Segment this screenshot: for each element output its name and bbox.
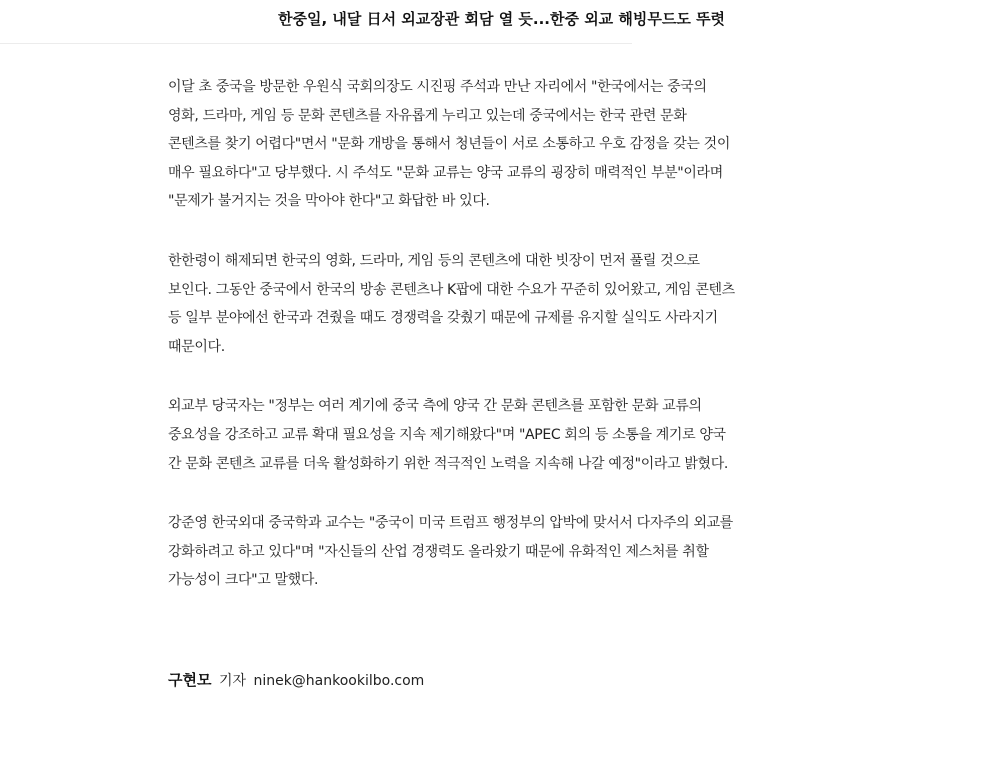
article-body (168, 73, 740, 626)
reporter-role: 기자 (218, 673, 246, 689)
byline (168, 670, 424, 691)
article-title: 한중일, 내달 日서 외교장관 회담 열 듯...한중 외교 해빙무드도 뚜렷 (278, 10, 726, 28)
reporter-name: 구현모 (168, 671, 212, 689)
article-paragraph: 강준영 한국외대 중국학과 교수는 "중국이 미국 트럼프 행정부의 압박에 맞서서 다자주의 외교를 강화하려고 하고 있다"며 "자신들의 산업 경쟁력도 올라왔기 때문에 유화적인 제스처를 취할 가능성이 크다"고 말했다. (168, 515, 733, 589)
article-paragraph: 외교부 당국자는 "정부는 여러 계기에 중국 측에 양국 간 문화 콘텐츠를 포함한 문화 교류의 중요성을 강조하고 교류 확대 필요성을 지속 제기해왔다"며 "APEC 회의 등 소통을 계기로 양국 간 문화 콘텐츠 교류를 더욱 활성화하기 위한 적극적인 노력을 지속해 나갈 예정"이라고 밝혔다. (168, 398, 729, 472)
article-paragraph: 한한령이 해제되면 한국의 영화, 드라마, 게임 등의 콘텐츠에 대한 빗장이 먼저 풀릴 것으로 보인다. 그동안 중국에서 한국의 방송 콘텐츠나 K팝에 대한 수요가 꾸준히 있어왔고, 게임 콘텐츠 등 일부 분야에선 한국과 견줬을 때도 경쟁력을 갖췄기 때문에 규제를 유지할 실익도 사라지기 때문이다. (168, 252, 735, 355)
reporter-email-link[interactable]: ninek@hankookilbo.com (253, 673, 425, 689)
article-header (0, 0, 726, 44)
article-paragraph: 이달 초 중국을 방문한 우원식 국회의장도 시진핑 주석과 만난 자리에서 "한국에서는 중국의 영화, 드라마, 게임 등 문화 콘텐츠를 자유롭게 누리고 있는데 중국에서는 한국 관련 문화 콘텐츠를 찾기 어렵다"면서 "문화 개방을 통해서 청년들이 서로 소통하고 우호 감정을 갖는 것이 매우 필요하다"고 당부했다. 시 주석도 "문화 교류는 양국 교류의 굉장히 매력적인 부분"이라며 "문제가 불거지는 것을 막아야 한다"고 화답한 바 있다. (168, 79, 730, 210)
